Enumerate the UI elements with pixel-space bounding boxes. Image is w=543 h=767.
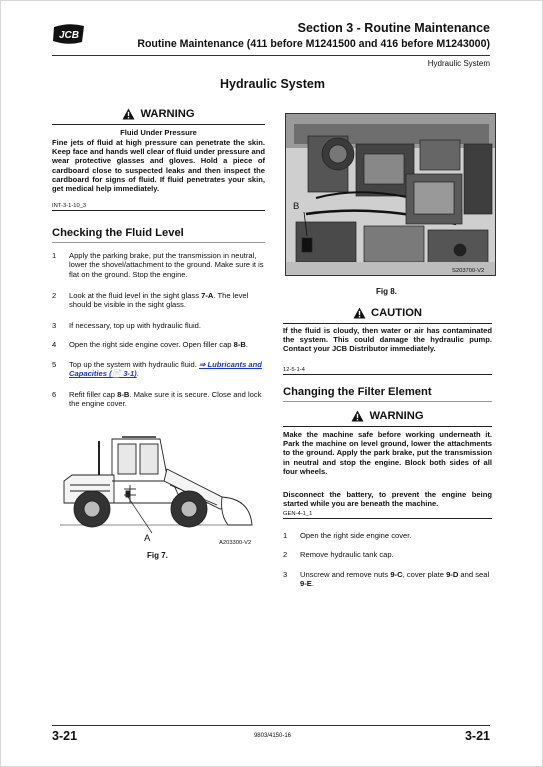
warning-end-rule <box>283 518 492 519</box>
heading-rule <box>283 401 492 402</box>
filter-heading: Changing the Filter Element <box>283 386 432 398</box>
manual-page: JCB Section 3 - Routine Maintenance Routine Maintenance (411 before M1241500 and 416 before M1243000) Hydraulic System Hydraulic System WARNING Fluid Under Pressure Fine jets of fluid at high pressure can penetrate the skin. Keep face and hands well clear of fluid under pressure and wear protective glasses and gloves. Hold a piece of cardboard close to suspected leaks and then inspect the cardboard for signs of fluid. If fluid penetrates your skin, get medical help immediately. INT-3-1-10_3 Checking the Fluid Level 1 Apply the parking brake, put the transmission in neutral, lower the shovel/attachment to the ground. Make sure it is flat on the ground. Stop the engine. 2 Look at the fluid level in the sight glass 7-A. The level should be visible in the sight glass. 3 If necessary, top up with hydraulic fluid. 4 Open the right side engine cover. Open filler cap 8-B. 5 Top up the system with hydraulic fluid. ⇒ Lubricants and Capacities (📄 3-1). 6 Refit filler cap 8-B. Make sure it is secure. Close and lock the engine cover. A A203300-V2 Fig 7. B S203700-V2 Fig 8. CAUTION If the fluid is cloudy, then water or air has contaminated the system. This could damage the hydraulic pump. Contact your JCB Distributor immediately. 12-5-1-4 Changing the Filter Element WARNING Make the machine safe before working underneath it. Park the machine on level ground, lower the attachments to the ground. Apply the park brake, put the transmission in neutral and stop the engine. Block both sides of all four wheels. Disconnect the battery, to prevent the engine being started while you are beneath the machine. GEN-4-1_1 1 Open the right side engine cover. 2 Remove hydraulic tank cap. 3 Unscrew and remove nuts 9-C, cover plate 9-D and seal 9-E. 3-21 9803/4150-16 3-21 <box>0 0 543 767</box>
warning-triangle-icon <box>122 108 135 120</box>
running-topic: Hydraulic System <box>427 59 490 68</box>
page-number-right: 3-21 <box>464 729 490 743</box>
jcb-logo <box>52 23 86 45</box>
warning-body: Fine jets of fluid at high pressure can penetrate the skin. Keep face and hands well clear of fluid under pressure and wear protective glasses and gloves. Hold a piece of cardboard close to suspected leaks and then inspect the cardboard for signs of fluid. If fluid penetrates your skin, get medical help immediately. <box>52 138 265 194</box>
filter-warning-ref: GEN-4-1_1 <box>283 511 313 517</box>
page-title: Hydraulic System <box>220 77 325 91</box>
filter-warning-body-2: Disconnect the battery, to prevent the engine being started while you are beneath the machine. <box>283 490 492 509</box>
filter-warning-heading <box>283 410 492 422</box>
svg-text:JCB: JCB <box>58 30 80 41</box>
caution-body: If the fluid is cloudy, then water or air has contaminated the system. This could damage the hydraulic pump. Contact your JCB Distributor immediately. <box>283 326 492 354</box>
warning-end-rule <box>52 210 265 211</box>
warning-rule <box>52 124 265 125</box>
page-number-left: 3-21 <box>52 729 78 743</box>
footer-divider <box>52 725 490 726</box>
warning-heading <box>52 108 265 120</box>
warning-label: WARNING <box>369 410 424 422</box>
warning-subtitle: Fluid Under Pressure <box>120 128 197 137</box>
fig7-caption: Fig 7. <box>147 551 168 560</box>
heading-rule <box>52 242 265 243</box>
caution-triangle-icon <box>353 307 366 319</box>
fig8-caption: Fig 8. <box>376 287 397 296</box>
engine-bay-drawing <box>286 114 496 276</box>
document-number: 9803/4150-16 <box>253 733 292 739</box>
caution-rule <box>283 323 492 324</box>
fig8-code: S203700-V2 <box>452 268 485 274</box>
caution-ref: 12-5-1-4 <box>283 367 305 373</box>
lubricants-capacities-link[interactable]: ⇒ Lubricants and Capacities (📄 3-1) <box>69 360 262 379</box>
fig8-label-b: B <box>293 201 300 212</box>
caution-heading <box>283 307 492 319</box>
wheel-loader-illustration <box>52 429 265 549</box>
section-title: Section 3 - Routine Maintenance <box>297 21 490 35</box>
engine-bay-photo <box>285 113 496 276</box>
warning-triangle-icon <box>351 410 364 422</box>
filter-warning-body-1: Make the machine safe before working underneath it. Park the machine on level ground, lower the attachments to the ground. Apply the park brake, put the transmission in neutral and stop the engine. Block both sides of all four wheels. <box>283 430 492 476</box>
caution-end-rule <box>283 374 492 375</box>
warning-label: WARNING <box>140 108 195 120</box>
fig7-code: A203300-V2 <box>219 540 252 546</box>
warning-rule <box>283 426 492 427</box>
checking-heading: Checking the Fluid Level <box>52 227 184 239</box>
section-subtitle: Routine Maintenance (411 before M1241500 and 416 before M1243000) <box>137 38 490 50</box>
fig7-label-a: A <box>144 533 151 544</box>
header-divider <box>52 55 490 56</box>
caution-label: CAUTION <box>371 307 422 319</box>
warning-ref: INT-3-1-10_3 <box>52 203 87 209</box>
